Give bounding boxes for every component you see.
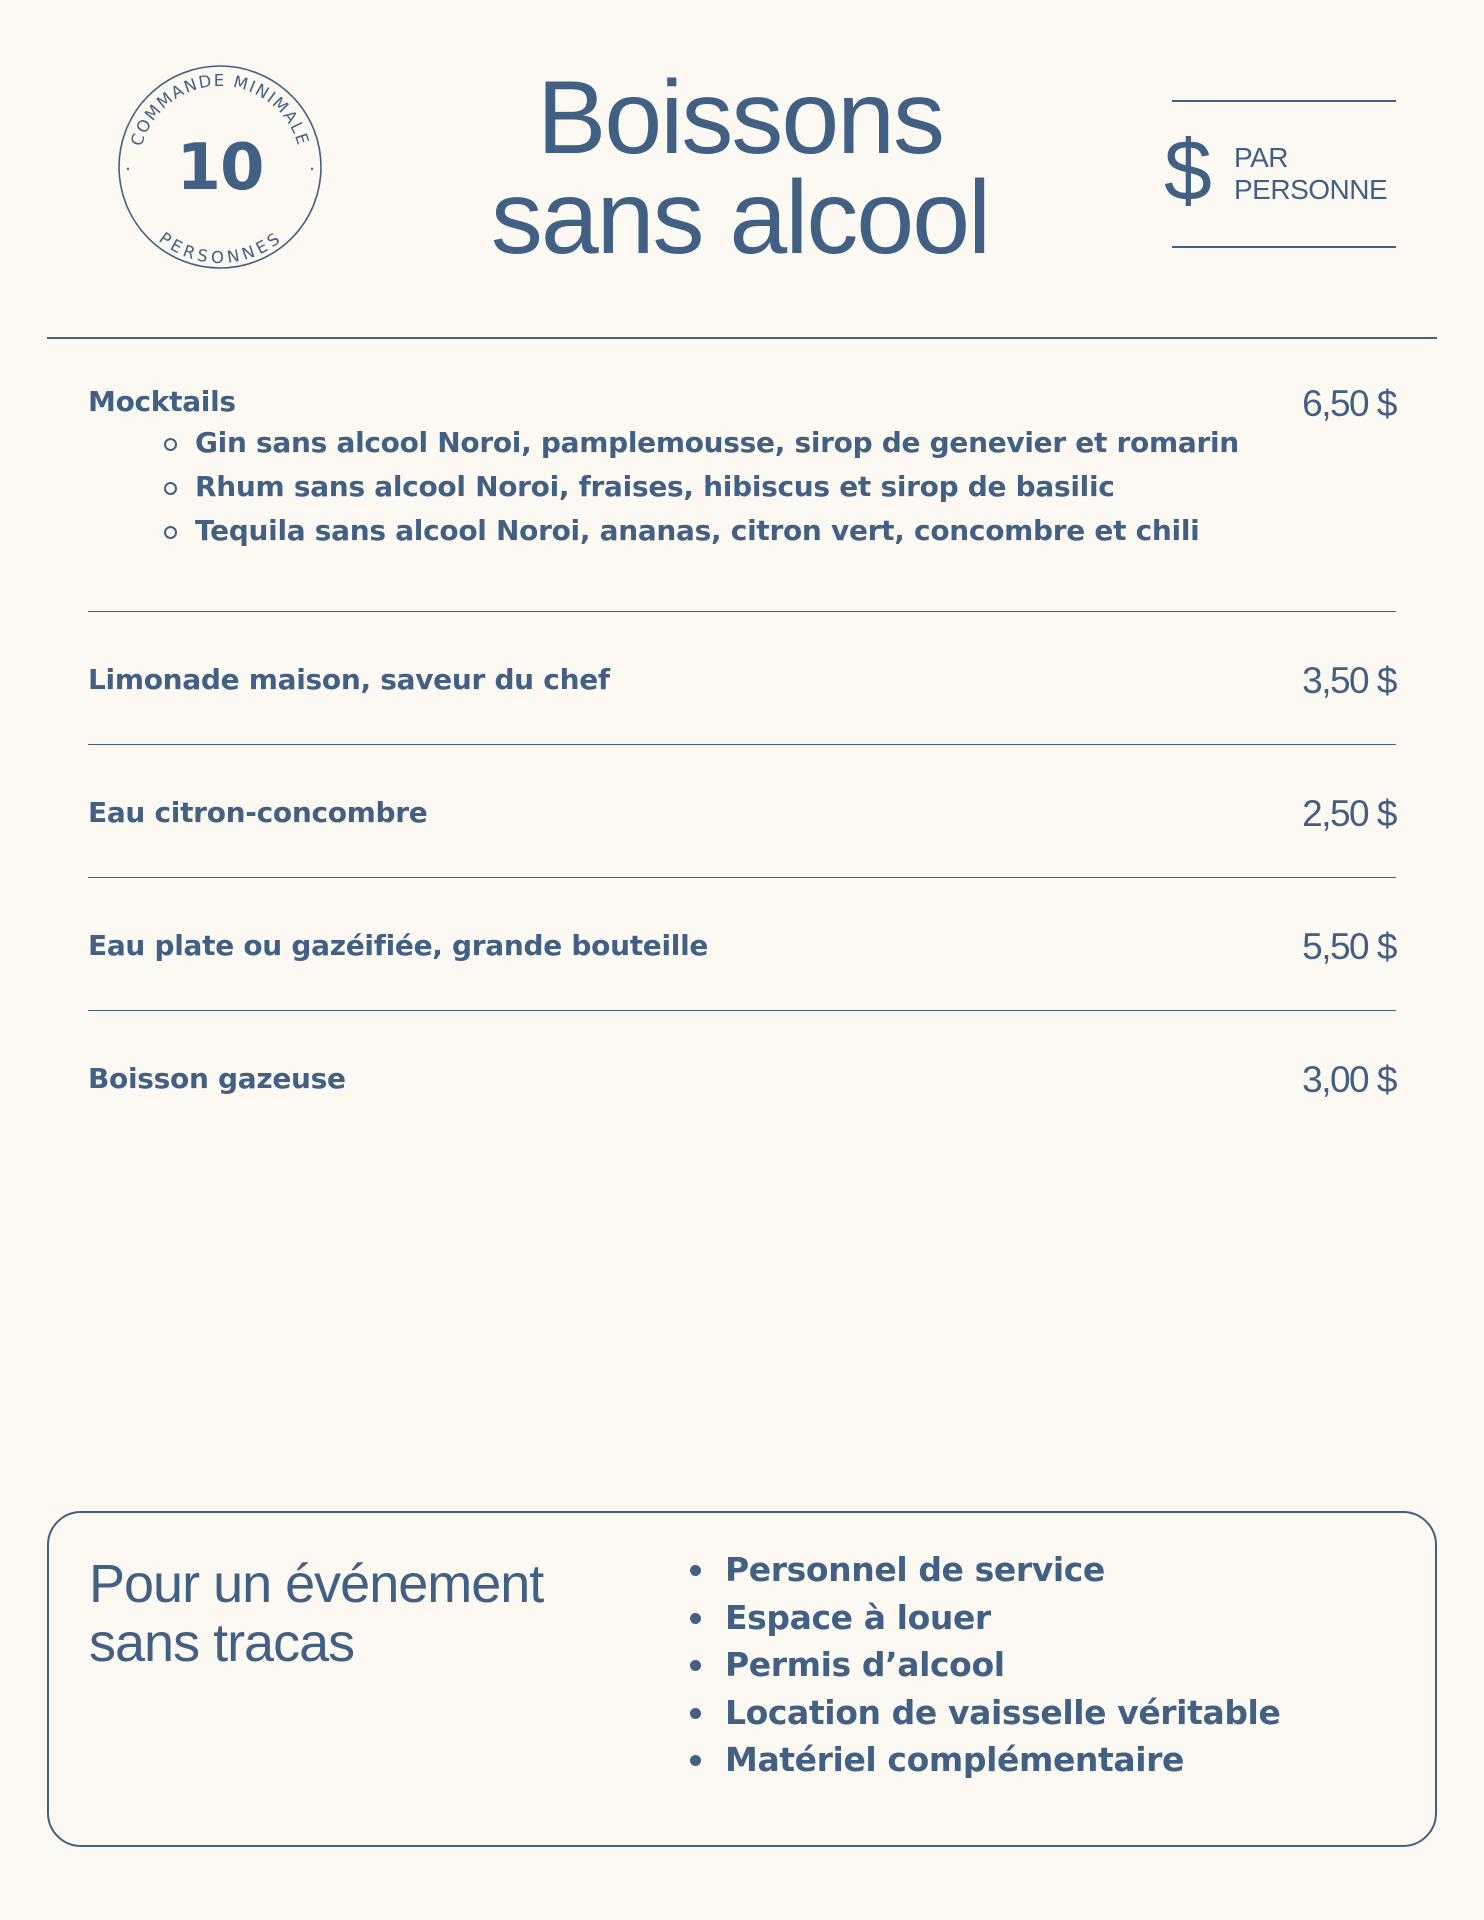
- mocktail-item: [195, 421, 1239, 465]
- bullet-dot-icon: [690, 1755, 701, 1766]
- menu-item-price: 3,00 $: [1302, 1059, 1396, 1100]
- minimum-order-badge: [117, 64, 323, 270]
- badge-bottom-text: PERSONNES: [155, 228, 285, 268]
- services-title: [89, 1555, 609, 1673]
- service-item: [725, 1594, 1280, 1642]
- mocktail-text: Gin sans alcool Noroi, pamplemousse, sirop de genevier et romarin: [195, 426, 1239, 459]
- price-per-person-key: [1164, 100, 1396, 248]
- menu-item-bottled-water: [88, 878, 1396, 1011]
- badge-separator-left: ·: [125, 159, 131, 180]
- service-text: Permis d’alcool: [725, 1645, 1005, 1684]
- bullet-dot-icon: [690, 1708, 701, 1719]
- menu-item-name: Mocktails: [88, 385, 236, 418]
- mocktail-item: [195, 465, 1239, 509]
- services-title-line-2: sans tracas: [89, 1613, 355, 1673]
- bullet-dot-icon: [690, 1660, 701, 1671]
- mocktail-list: [195, 421, 1239, 553]
- menu-item-lemon-cucumber-water: [88, 745, 1396, 878]
- menu-item-name: Eau plate ou gazéifiée, grande bouteille: [88, 929, 709, 962]
- menu-item-price: 6,50 $: [1302, 383, 1396, 424]
- title-line-1: Boissons: [537, 60, 943, 176]
- menu-item-name: Eau citron-concombre: [88, 796, 428, 829]
- menu-item-price: 2,50 $: [1302, 793, 1396, 834]
- mocktail-item: [195, 509, 1239, 553]
- menu-item-name: Limonade maison, saveur du chef: [88, 663, 610, 696]
- services-list: [725, 1546, 1280, 1784]
- menu-item-name: Boisson gazeuse: [88, 1062, 346, 1095]
- price-note-line-2: PERSONNE: [1234, 174, 1388, 205]
- service-text: Espace à louer: [725, 1597, 991, 1637]
- page-title: [420, 60, 1060, 276]
- service-item: [725, 1546, 1280, 1594]
- service-text: Personnel de service: [725, 1550, 1105, 1589]
- badge-number: 10: [176, 131, 264, 205]
- service-item: [725, 1689, 1280, 1737]
- circle-bullet-icon: [164, 482, 177, 495]
- service-item: [725, 1641, 1280, 1689]
- circle-bullet-icon: [164, 438, 177, 451]
- menu-item-soda: [88, 1011, 1396, 1143]
- service-text: Matériel complémentaire: [725, 1740, 1185, 1779]
- bullet-dot-icon: [690, 1565, 701, 1576]
- mocktail-text: Tequila sans alcool Noroi, ananas, citron vert, concombre et chili: [195, 514, 1200, 547]
- menu-item-lemonade: [88, 612, 1396, 745]
- badge-top-text: COMMANDE MINIMALE: [127, 70, 313, 149]
- services-title-line-1: Pour un événement: [89, 1554, 544, 1614]
- bullet-dot-icon: [690, 1613, 701, 1624]
- services-box: [47, 1511, 1437, 1847]
- service-item: [725, 1736, 1280, 1784]
- menu-item-mocktails: [88, 338, 1396, 612]
- service-text: Location de vaisselle véritable: [725, 1692, 1281, 1732]
- price-note-line-1: PAR: [1234, 142, 1288, 173]
- menu-item-price: 3,50 $: [1302, 660, 1396, 701]
- menu-item-price: 5,50 $: [1302, 926, 1396, 967]
- circle-bullet-icon: [164, 526, 177, 539]
- dollar-icon: $: [1164, 123, 1212, 219]
- badge-separator-right: ·: [309, 159, 315, 180]
- drinks-menu: [88, 338, 1396, 1143]
- title-line-2: sans alcool: [490, 160, 990, 276]
- mocktail-text: Rhum sans alcool Noroi, fraises, hibiscus et sirop de basilic: [195, 470, 1115, 503]
- price-note: [1234, 142, 1387, 206]
